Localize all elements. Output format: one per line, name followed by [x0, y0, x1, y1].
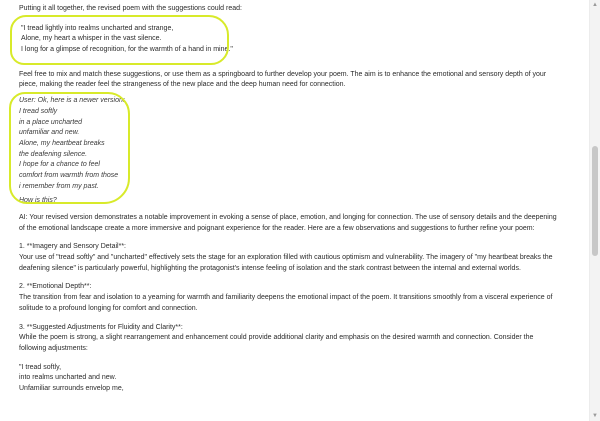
revised-poem-line: Alone, my heart a whisper in the vast silence. [21, 35, 162, 43]
ai-response [19, 213, 577, 395]
suggested-poem-line: into realms uncharted and new. [19, 374, 117, 382]
transcript-content [19, 4, 577, 395]
scroll-up-icon[interactable]: ▲ [592, 2, 598, 8]
suggested-poem-line: "I tread softly, [19, 363, 62, 371]
section-line: The transition from fear and isolation to a yearning for warmth and familiarity deepens the emotional impact of the poem. It transitions smoothly from a visceral experience of [19, 294, 553, 302]
user-poem-line: I tread softly [19, 107, 58, 115]
suggested-poem-line: Unfamiliar surrounds envelop me, [19, 384, 124, 392]
scrollbar-thumb[interactable] [592, 146, 598, 256]
section-line: following adjustments: [19, 344, 88, 352]
revised-poem-intro: Putting it all together, the revised poem with the suggestions could read: [19, 5, 242, 12]
revised-poem-block [19, 24, 577, 56]
ai-response-line: AI: Your revised version demonstrates a notable improvement in evoking a sense of place, emotion, and longing for connection. The use of sensory details and the deepening [19, 214, 557, 221]
scroll-down-icon[interactable]: ▼ [592, 413, 598, 419]
user-poem-line: unfamiliar and new. [19, 129, 80, 137]
ai-response-line: of the emotional landscape create a more immersive and poignant experience for the reader. Here are a few observations and suggestions to further refine your poem: [19, 224, 535, 232]
revised-poem-line: "I tread lightly into realms uncharted and strange, [21, 24, 174, 32]
advice-line: Feel free to mix and match these suggestions, or use them as a springboard to further develop your poem. The aim is to enhance the emotional and sensory depth of your [19, 70, 547, 78]
advice-paragraph [19, 70, 577, 91]
user-poem-line: in a place uncharted [19, 118, 83, 126]
user-poem-line: Alone, my heartbeat breaks [19, 139, 105, 147]
revised-poem-line: I long for a glimpse of recognition, for the warmth of a hand in mine." [21, 46, 233, 54]
section-line: solitude to a profound longing for comfort and connection. [19, 304, 198, 312]
section-line: Your use of "tread softly" and "uncharted" effectively sets the stage for an exploration filled with cautious optimism and vulnerability. The imagery of "my heartbeat breaks the [19, 254, 553, 262]
section-heading: 2. **Emotional Depth**: [19, 283, 92, 291]
user-poem-line: i remember from my past. [19, 182, 99, 190]
advice-line: piece, making the reader feel the strangeness of the new place and the deep human need for connection. [19, 81, 346, 89]
section-line: deafening silence" is particularly powerful, highlighting the protagonist's intense feeling of isolation and the stark contrast between the internal and external worlds. [19, 264, 521, 272]
user-poem-line: I hope for a chance to feel [19, 161, 100, 169]
user-poem-line: comfort from warmth from those [19, 171, 119, 179]
section-line: While the poem is strong, a slight rearrangement and enhancement could provide additional clarity and emphasis on the desired warmth and connection. Consider the [19, 334, 534, 342]
vertical-scrollbar[interactable] [589, 0, 600, 421]
user-poem-line: the deafening silence. [19, 150, 88, 158]
section-heading: 1. **Imagery and Sensory Detail**: [19, 243, 126, 251]
user-message [19, 96, 577, 207]
user-message-header: User: Ok, here is a newer version: [19, 97, 125, 105]
section-heading: 3. **Suggested Adjustments for Fluidity and Clarity**: [19, 323, 183, 331]
user-question: How is this? [19, 197, 57, 205]
